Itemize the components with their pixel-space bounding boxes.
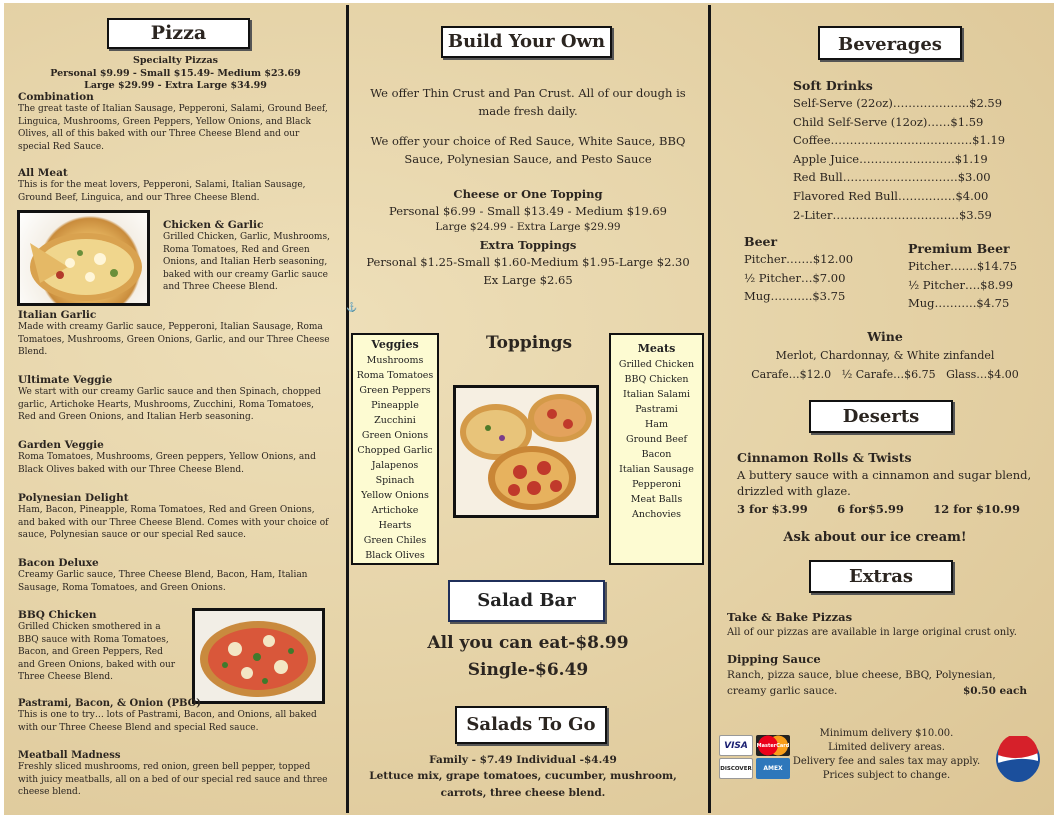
pepsi-logo-icon <box>995 736 1041 782</box>
extra-prices-line2: Ex Large $2.65 <box>483 273 573 287</box>
pizza-photo-icon <box>195 611 322 701</box>
pizza-name: Chicken & Garlic <box>163 219 264 231</box>
deserts-title: Deserts <box>809 400 953 433</box>
meat-item: Ham <box>645 419 668 430</box>
cinnamon-rolls-desc: A buttery sauce with a cinnamon and sugar blend, drizzled with glaze. <box>737 468 1032 498</box>
veggie-item: Jalapenos <box>371 460 419 471</box>
price-6: 6 for$5.99 <box>837 502 904 516</box>
build-your-own-title: Build Your Own <box>441 26 612 58</box>
pizza-title: Pizza <box>107 18 250 49</box>
pizza-item <box>18 557 330 594</box>
pizza-item <box>18 609 182 684</box>
veggie-item: Zucchini <box>374 415 416 426</box>
amex-card-icon: AMEX <box>756 758 790 779</box>
delivery-fee: Delivery fee and sales tax may apply. <box>792 756 981 767</box>
dipping-sauce-title: Dipping Sauce <box>727 652 821 666</box>
pizza-item <box>18 492 330 542</box>
pizza-desc: Creamy Garlic sauce, Three Cheese Blend, Bacon, Ham, Italian Sausage, Roma Tomatoes, and Green Onions. <box>18 570 308 593</box>
extras-title: Extras <box>809 560 953 593</box>
salad-bar-prices <box>356 630 700 684</box>
beer-title: Beer <box>744 234 778 249</box>
wine-title: Wine <box>867 329 903 344</box>
pizza-desc: Made with creamy Garlic sauce, Pepperoni, Italian Sausage, Roma Tomatoes, Mushrooms, Green Onions, Garlic, and our Three Cheese Blend. <box>18 322 330 357</box>
premium-beer-item: Pitcher…….$14.75 <box>908 259 1018 273</box>
meat-item: Pepperoni <box>632 479 681 490</box>
pizza-name: Polynesian Delight <box>18 492 129 504</box>
soft-drinks-title: Soft Drinks <box>793 78 873 93</box>
soft-drink-item: Apple Juice…………………….$1.19 <box>793 151 988 166</box>
pizza-item <box>18 167 330 204</box>
price-12: 12 for $10.99 <box>933 502 1020 516</box>
discover-card-icon: DISCOVER <box>719 758 753 779</box>
anchor-glyph: ⚓ <box>346 303 358 313</box>
veggie-item: Artichoke <box>371 505 419 516</box>
pizza-item <box>18 91 330 153</box>
pizza-desc: Ham, Bacon, Pineapple, Roma Tomatoes, Red and Green Onions, and baked with our Three Cheese Blend. Comes with your choice of sauce, Polynesian sauce or our special Red sauce. <box>18 505 329 540</box>
extra-toppings-title: Extra Toppings <box>479 238 577 252</box>
delivery-info <box>789 727 984 783</box>
pizza-desc: Grilled Chicken, Garlic, Mushrooms, Roma Tomatoes, Red and Green Onions, and Italian Herb seasoning, baked with our creamy Garlic sauce and Three Cheese Blend. <box>163 232 330 292</box>
veggies-list <box>351 333 439 565</box>
wine-types: Merlot, Chardonnay, & White zinfandel <box>775 349 995 362</box>
salads-to-go-desc: Lettuce mix, grape tomatoes, cucumber, mushroom, carrots, three cheese blend. <box>369 770 677 799</box>
meat-item: Italian Salami <box>622 389 691 400</box>
dipping-sauce-price: $0.50 each <box>963 685 1028 697</box>
soft-drink-item: Flavored Red Bull……………$4.00 <box>793 188 989 203</box>
meat-item: BBQ Chicken <box>624 374 689 385</box>
premium-beer-list <box>908 240 1048 313</box>
cheese-prices-line2: Large $24.99 - Extra Large $29.99 <box>435 221 621 233</box>
premium-beer-title: Premium Beer <box>908 241 1010 256</box>
build-info <box>356 84 700 289</box>
premium-beer-item: Mug………..$4.75 <box>908 296 1010 310</box>
meat-item: Ground Beef <box>626 434 687 445</box>
pizza-desc: The great taste of Italian Sausage, Pepperoni, Salami, Ground Beef, Linguica, Mushrooms, Green Peppers, Yellow Onions, and Black Olives, all of this baked with our Three Cheese Blend and our special Red Sauce. <box>18 104 328 152</box>
salads-to-go-title: Salads To Go <box>455 706 607 744</box>
delivery-prices-note: Prices subject to change. <box>822 770 951 781</box>
veggie-item: Green Peppers <box>359 385 431 396</box>
pizza-name: Pastrami, Bacon, & Onion (PBO) <box>18 698 202 709</box>
pizza-name: Combination <box>18 91 94 103</box>
visa-card-icon: VISA <box>719 735 753 756</box>
meat-item: Anchovies <box>631 509 682 520</box>
wine-section <box>720 328 1050 384</box>
pizza-name: Italian Garlic <box>18 309 97 321</box>
specialty-prices-line2: Large $29.99 - Extra Large $34.99 <box>84 80 267 91</box>
pizza-photo-icon <box>20 213 147 303</box>
cheese-prices-line1: Personal $6.99 - Small $13.49 - Medium $19.69 <box>389 204 667 218</box>
pizza-desc: Roma Tomatoes, Mushrooms, Green peppers, Yellow Onions, and Black Olives baked with our Three Cheese Blend. <box>18 452 316 475</box>
salad-bar-single: Single-$6.49 <box>467 660 589 680</box>
cinnamon-rolls-prices <box>737 502 1020 516</box>
veggie-item: Chopped Garlic <box>357 445 433 456</box>
veggie-item: Black Olives <box>365 550 425 561</box>
soft-drink-item: 2-Liter……………………………$3.59 <box>793 207 992 222</box>
mastercard-card-icon: MasterCard <box>756 735 790 756</box>
veggie-item: Pineapple <box>371 400 419 411</box>
veggie-item: Mushrooms <box>366 355 424 366</box>
specialty-pricing <box>18 55 333 93</box>
meat-item: Bacon <box>641 449 672 460</box>
pizza-name: Meatball Madness <box>18 750 121 761</box>
extra-prices-line1: Personal $1.25-Small $1.60-Medium $1.95-Large $2.30 <box>366 255 690 269</box>
veggie-item: Green Onions <box>361 430 429 441</box>
salads-to-go-prices: Family - $7.49 Individual -$4.49 <box>429 754 617 766</box>
meat-item: Pastrami <box>635 404 678 415</box>
meat-item: Grilled Chicken <box>618 359 695 370</box>
take-bake-desc: All of our pizzas are available in large original crust only. <box>727 627 1017 638</box>
pizza-desc: Grilled Chicken smothered in a BBQ sauce with Roma Tomatoes, Bacon, and Green Peppers, Red and Green Onions, baked with our Three Cheese Blend. <box>18 622 176 682</box>
price-3: 3 for $3.99 <box>737 502 808 516</box>
take-bake-title: Take & Bake Pizzas <box>727 610 853 624</box>
soft-drink-item: Child Self-Serve (12oz)……$1.59 <box>793 114 984 129</box>
delivery-areas: Limited delivery areas. <box>828 742 945 753</box>
pizza-desc: Freshly sliced mushrooms, red onion, green bell pepper, topped with juicy meatballs, all on a bed of our special red sauce and three cheese blend. <box>18 762 328 797</box>
deserts-section <box>737 449 1037 516</box>
premium-beer-item: ½ Pitcher….$8.99 <box>908 277 1014 292</box>
veggie-item: Roma Tomatoes <box>356 370 434 381</box>
pizza-name: Ultimate Veggie <box>18 374 113 386</box>
specialty-heading: Specialty Pizzas <box>133 55 218 66</box>
meat-item: Meat Balls <box>630 494 683 505</box>
toppings-pizza-image <box>453 385 599 518</box>
cheese-topping-title: Cheese or One Topping <box>453 187 603 201</box>
pizza-desc: We start with our creamy Garlic sauce and then Spinach, chopped garlic, Artichoke Hearts, Mushrooms, Zucchini, Roma Tomatoes, Red and Green Onions, and Italian Herb seasoning. <box>18 387 321 422</box>
column-divider <box>346 5 349 813</box>
meat-item: Italian Sausage <box>619 464 694 475</box>
beer-item: Pitcher…….$12.00 <box>744 252 854 266</box>
pizza-desc: This is one to try… lots of Pastrami, Bacon, and Onions, all baked with our Three Cheese Blend and special Red sauce. <box>18 710 317 733</box>
toppings-title: Toppings <box>485 333 573 353</box>
soft-drink-item: Self-Serve (22oz)………………..$2.59 <box>793 96 1003 110</box>
bbq-chicken-pizza-image <box>192 608 325 704</box>
meats-title: Meats <box>637 342 676 355</box>
pizza-item <box>18 750 330 799</box>
pizza-item <box>18 698 330 734</box>
specialty-prices-line1: Personal $9.99 - Small $15.49- Medium $23.69 <box>50 67 301 79</box>
chicken-garlic-pizza-image <box>17 210 150 306</box>
pizza-item <box>18 309 330 359</box>
pizza-item <box>163 219 333 294</box>
pizza-desc: This is for the meat lovers, Pepperoni, Salami, Italian Sausage, Ground Beef, Linguica, and our Three Cheese Blend. <box>18 180 306 203</box>
veggie-item: Yellow Onions <box>361 490 429 501</box>
beverages-title: Beverages <box>818 26 962 60</box>
beer-list <box>744 233 884 306</box>
soft-drinks-list <box>793 77 1006 224</box>
pizza-name: Garden Veggie <box>18 439 104 451</box>
veggie-item: Hearts <box>378 520 412 531</box>
pizza-item <box>18 439 330 476</box>
veggies-title: Veggies <box>371 338 419 351</box>
ice-cream-note: Ask about our ice cream! <box>783 530 967 545</box>
delivery-minimum: Minimum delivery $10.00. <box>819 728 954 739</box>
beer-item: ½ Pitcher…$7.00 <box>744 270 846 285</box>
pizza-name: Bacon Deluxe <box>18 557 99 569</box>
veggie-item: Spinach <box>375 475 415 486</box>
salads-to-go-info <box>366 752 680 802</box>
salad-bar-title: Salad Bar <box>448 580 605 622</box>
beer-item: Mug………..$3.75 <box>744 289 846 303</box>
cinnamon-rolls-title: Cinnamon Rolls & Twists <box>737 450 912 465</box>
dipping-sauce-desc: Ranch, pizza sauce, blue cheese, BBQ, Polynesian, creamy garlic sauce. <box>727 669 996 697</box>
pizzas-photo-icon <box>456 388 596 515</box>
wine-prices: Carafe…$12.0 ½ Carafe…$6.75 Glass…$4.00 <box>751 368 1019 381</box>
pizza-item <box>18 374 330 424</box>
soft-drink-item: Red Bull…………………………$3.00 <box>793 170 991 185</box>
pizza-name: BBQ Chicken <box>18 609 97 621</box>
meats-list <box>609 333 704 565</box>
sauce-info: We offer your choice of Red Sauce, White Sauce, BBQ Sauce, Polynesian Sauce, and Pesto Sauce <box>370 134 686 166</box>
column-divider <box>708 5 711 813</box>
crust-info: We offer Thin Crust and Pan Crust. All of our dough is made fresh daily. <box>370 86 686 118</box>
soft-drink-item: Coffee……………………………….$1.19 <box>793 133 1006 148</box>
pizza-name: All Meat <box>18 167 68 179</box>
salad-bar-all-you-can-eat: All you can eat-$8.99 <box>427 633 629 653</box>
veggie-item: Green Chiles <box>363 535 427 546</box>
